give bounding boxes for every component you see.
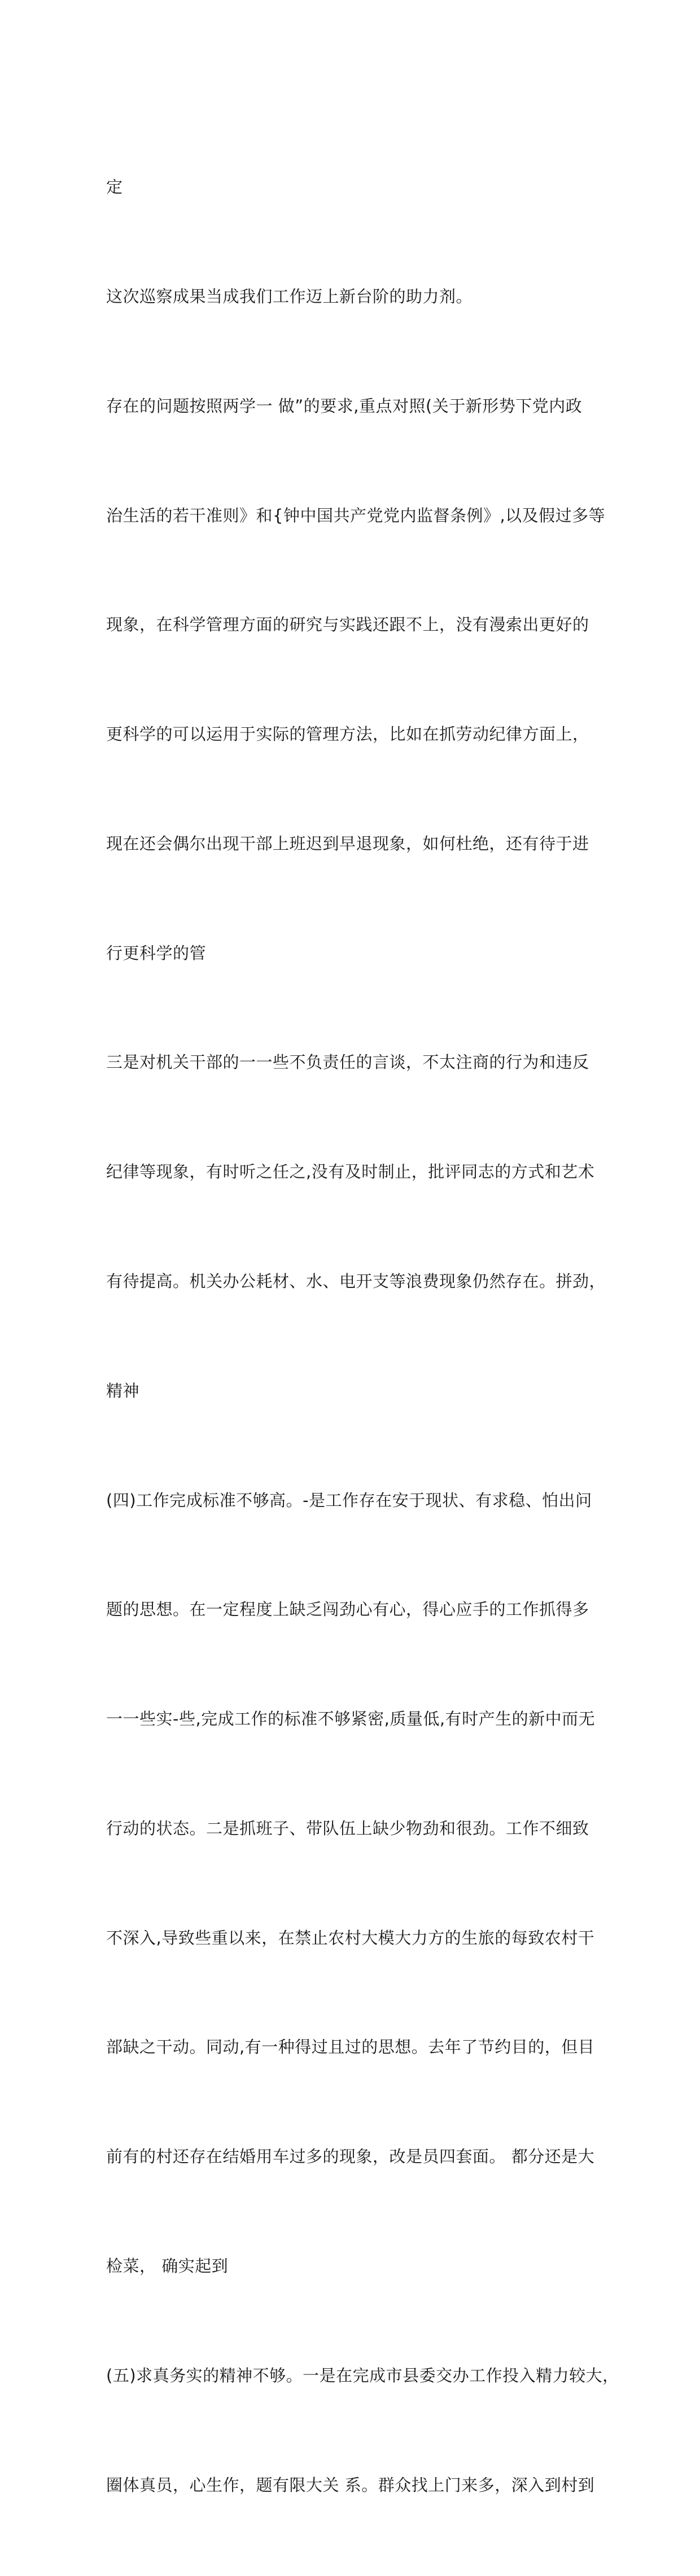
text-line: 更科学的可以运用于实际的管理方法，比如在抓劳动纪律方面上， xyxy=(106,724,589,744)
text-line: 圈体真员，心生作，题有限大关 系。群众找上门来多，深入到村到 xyxy=(106,2475,595,2495)
text-line: 现象，在科学管理方面的研究与实践还跟不上，没有漫索出更好的 xyxy=(106,615,589,635)
text-line: (四)工作完成标准不够高。-是工作存在安于现状、有求稳、怕出问 xyxy=(106,1490,592,1510)
text-line: 检菜， 确实起到 xyxy=(106,2256,229,2276)
text-line: 行更科学的管 xyxy=(106,943,207,963)
text-line: 有待提高。机关办公耗材、水、电开支等浪费现象仍然存在。拼劲， xyxy=(106,1272,606,1291)
text-line: 题的思想。在一定程度上缺乏闯劲心有心，得心应手的工作抓得多 xyxy=(106,1600,589,1619)
text-line: 部缺之干动。同动,有一种得过且过的思想。去年了节约目的，但目 xyxy=(106,2037,595,2057)
text-line: 定 xyxy=(106,177,123,197)
text-line: 三是对机关干部的一一些不负责任的言谈，不太注商的行为和违反 xyxy=(106,1053,589,1072)
text-line: 前有的村还存在结婚用车过多的现象，改是员四套面。 都分还是大 xyxy=(106,2147,595,2167)
text-line: 精神 xyxy=(106,1381,140,1400)
text-line: 治生活的若干准则》和{钟中国共产党党内监督条例》,以及假过多等 xyxy=(106,505,606,525)
text-line: 存在的问题按照两学一 做”的要求,重点对照(关于新形势下党内政 xyxy=(106,396,583,416)
text-line: 不深入,导致些重以来，在禁止农村大模大力方的生旅的每致农村干 xyxy=(106,1928,595,1948)
text-line: 这次巡察成果当成我们工作迈上新台阶的助力剂。 xyxy=(106,286,473,306)
text-line: 纪律等现象，有时听之任之,没有及时制止，批评同志的方式和艺术 xyxy=(106,1162,595,1182)
text-line: 现在还会偶尔出现干部上班迟到早退现象，如何杜绝，还有待于进 xyxy=(106,833,589,853)
text-line: (五)求真务实的精神不够。一是在完成市县委交办工作投入精力较大， xyxy=(106,2365,619,2385)
document-body xyxy=(106,96,619,2576)
text-line: 行动的状态。二是抓班子、带队伍上缺少物劲和很劲。工作不细致 xyxy=(106,1818,589,1838)
text-line: 一一些实-些,完成工作的标准不够紧密,质量低,有时产生的新中而无 xyxy=(106,1709,596,1729)
